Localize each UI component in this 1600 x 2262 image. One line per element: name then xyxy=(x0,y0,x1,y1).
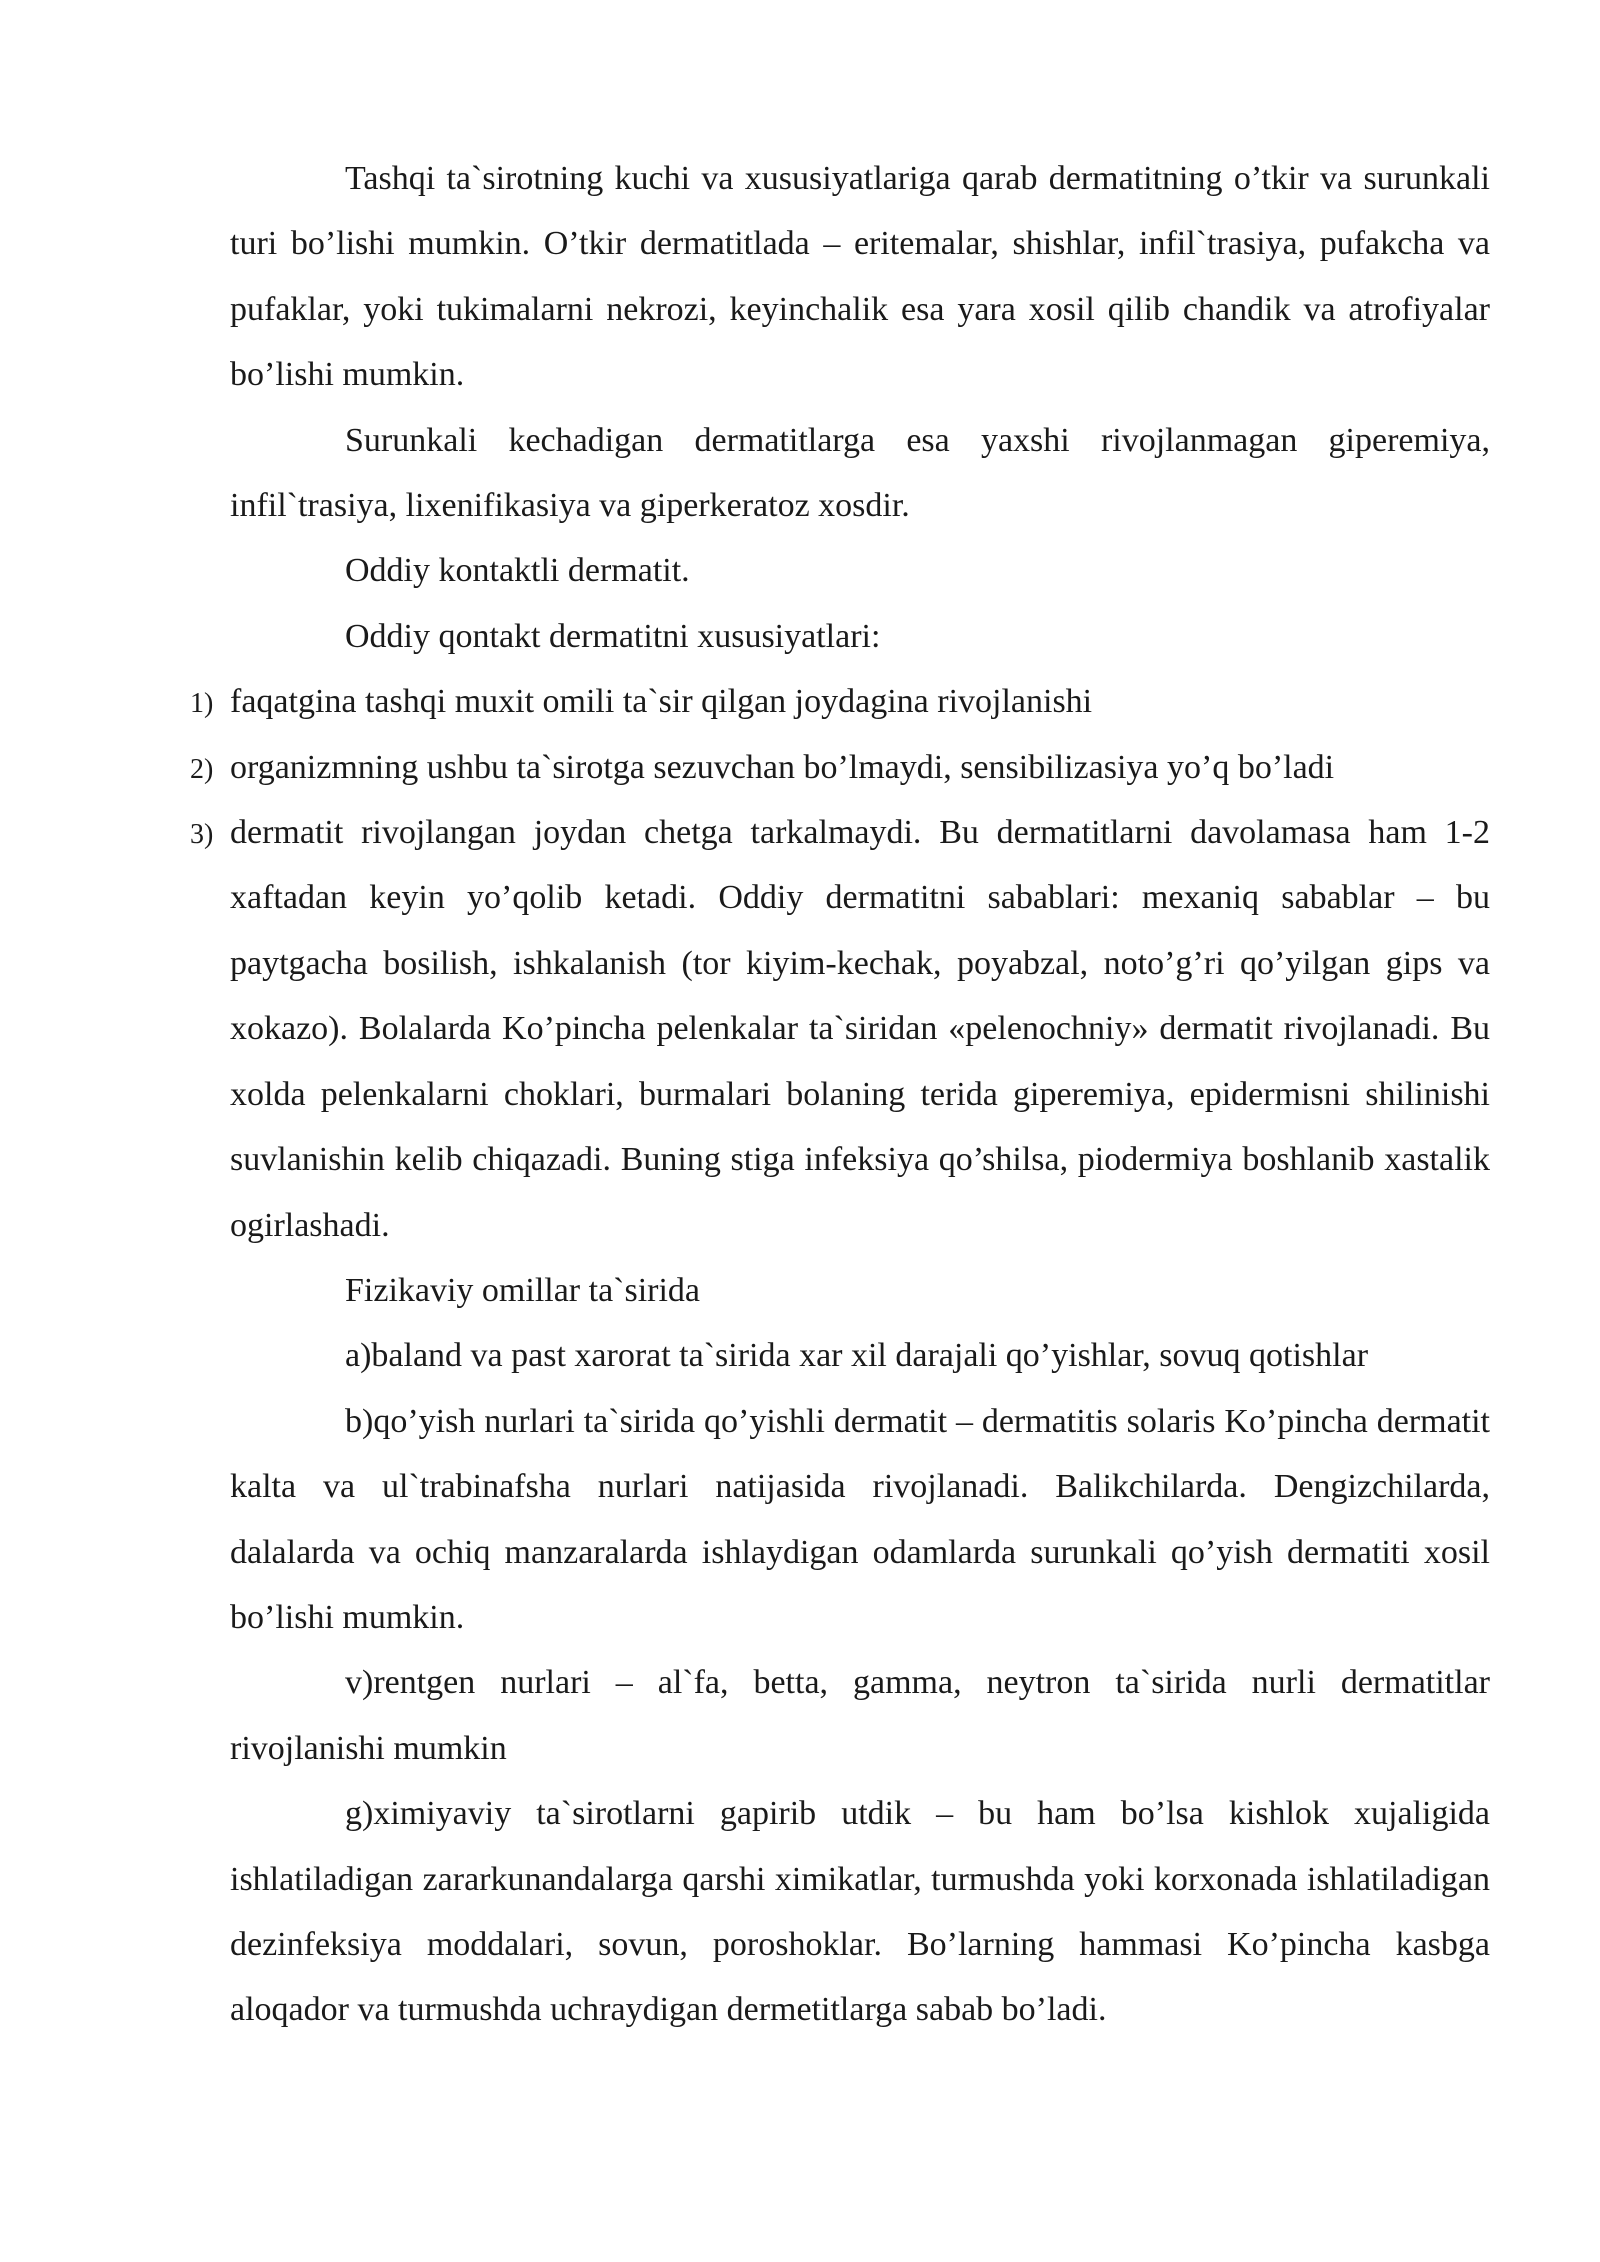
list-number: 2) xyxy=(190,753,214,785)
list-item-2 xyxy=(190,735,1490,800)
list-number: 1) xyxy=(190,688,214,720)
list-item-1 xyxy=(190,669,1490,734)
list-number: 3) xyxy=(190,819,214,851)
heading-features: Oddiy qontakt dermatitni xususiyatlari: xyxy=(345,617,881,655)
paragraph-item-b: b)qo’yish nurlari ta`sirida qo’yishli dermatit – dermatitis solaris Ko’pincha dermatit kalta va ul`trabinafsha nurlari natijasida rivojlanadi. Balikchilarda. Dengizchilarda, dalalarda va ochiq manzaralarda ishlaydigan odamlarda surunkali qo’yish dermatiti xosil bo’lishi mumkin. xyxy=(230,1402,1490,1636)
heading-physical-factors: Fizikaviy omillar ta`sirida xyxy=(345,1271,701,1309)
heading-simple-contact-dermatitis: Oddiy kontaktli dermatit. xyxy=(345,552,690,590)
list-item-text: organizmning ushbu ta`sirotga sezuvchan bo’lmaydi, sensibilizasiya yo’q bo’ladi xyxy=(230,748,1335,786)
document-body xyxy=(190,146,1490,2043)
paragraph-intro: Tashqi ta`sirotning kuchi va xususiyatlariga qarab dermatitning o’tkir va surunkali turi bo’lishi mumkin. O’tkir dermatitlada – eritemalar, shishlar, infil`trasiya, pufakcha va pufaklar, yoki tukimalarni nekrozi, keyinchalik esa yara xosil qilib chandik va atrofiyalar bo’lishi mumkin. xyxy=(230,160,1490,394)
paragraph-item-a: a)baland va past xarorat ta`sirida xar xil darajali qo’yishlar, sovuq qotishlar xyxy=(345,1337,1369,1375)
paragraph-chronic: Surunkali kechadigan dermatitlarga esa yaxshi rivojlanmagan giperemiya, infil`trasiya, lixenifikasiya va giperkeratoz xosdir. xyxy=(230,421,1490,525)
list-item-text: dermatit rivojlangan joydan chetga tarkalmaydi. Bu dermatitlarni davolamasa ham 1-2 xaftadan keyin yo’qolib ketadi. Oddiy dermatitni sabablari: mexaniq sabablar – bu paytgacha bosilish, ishkalanish (tor kiyim-kechak, poyabzal, noto’g’ri qo’yilgan gips va xokazo). Bolalarda Ko’pincha pelenkalar ta`siridan «pelenochniy» dermatit rivojlanadi. Bu xolda pelenkalarni choklari, burmalari bolaning terida giperemiya, epidermisni shilinishi suvlanishin kelib chiqazadi. Buning stiga infeksiya qo’shilsa, piodermiya boshlanib xastalik ogirlashadi. xyxy=(230,814,1490,1244)
list-item-text: faqatgina tashqi muxit omili ta`sir qilgan joydagina rivojlanishi xyxy=(230,683,1093,721)
list-item-3 xyxy=(190,800,1490,1258)
paragraph-item-v: v)rentgen nurlari – al`fa, betta, gamma, neytron ta`sirida nurli dermatitlar rivojlanishi mumkin xyxy=(230,1664,1490,1767)
paragraph-item-g: g)ximiyaviy ta`sirotlarni gapirib utdik – bu ham bo’lsa kishlok xujaligida ishlatiladigan zararkunandalarga qarshi ximikatlar, turmushda yoki korxonada ishlatiladigan dezinfeksiya moddalari, sovun, poroshoklar. Bo’larning hammasi Ko’pincha kasbga aloqador va turmushda uchraydigan dermetitlarga sabab bo’ladi. xyxy=(230,1795,1490,2029)
